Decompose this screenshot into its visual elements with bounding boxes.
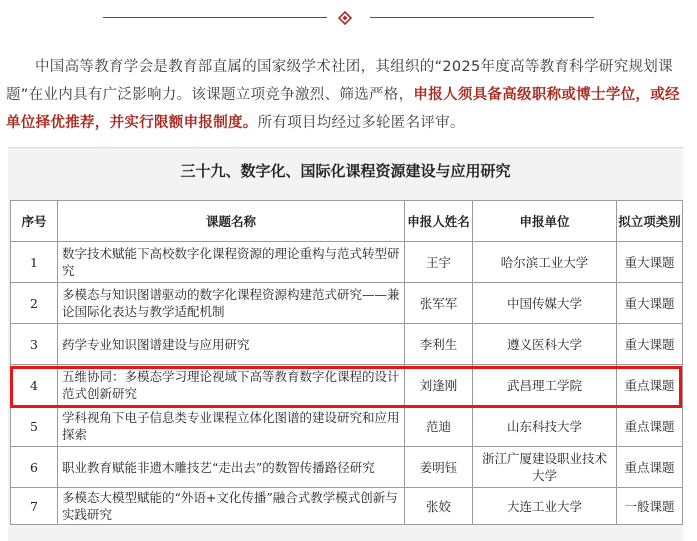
header-name: 课题名称	[58, 201, 405, 242]
table-row	[11, 324, 683, 365]
table-row	[11, 406, 683, 447]
cell-index: 2	[11, 283, 58, 324]
cell-category: 重大课题	[617, 324, 683, 365]
cell-applicant: 姜明钰	[405, 447, 473, 488]
table-title: 三十九、数字化、国际化课程资源建设与应用研究	[180, 162, 511, 180]
cell-applicant: 张军军	[405, 283, 473, 324]
diamond-ornament-icon	[338, 11, 352, 25]
table-row	[11, 447, 683, 488]
cell-unit: 大连工业大学	[473, 488, 617, 525]
cell-name: 药学专业知识图谱建设与应用研究	[58, 324, 405, 365]
cell-name: 多模态与知识图谱驱动的数字化课程资源构建范式研究——兼论国际化表达与教学适配机制	[58, 283, 405, 324]
cell-index: 7	[11, 488, 58, 525]
table-row	[11, 488, 683, 525]
cell-category: 重点课题	[617, 406, 683, 447]
cell-category: 重点课题	[617, 365, 683, 406]
table-row	[11, 283, 683, 324]
divider-line-left	[103, 17, 327, 18]
cell-index: 1	[11, 242, 58, 283]
project-table	[10, 200, 683, 525]
cell-category: 一般课题	[617, 488, 683, 525]
cell-name: 多模态大模型赋能的“外语+文化传播”融合式教学模式创新与实践研究	[58, 488, 405, 525]
cell-unit: 哈尔滨工业大学	[473, 242, 617, 283]
cell-name: 职业教育赋能非遗木雕技艺“走出去”的数智传播路径研究	[58, 447, 405, 488]
header-unit: 申报单位	[473, 201, 617, 242]
header-index: 序号	[11, 201, 58, 242]
cell-index: 6	[11, 447, 58, 488]
cell-unit: 遵义医科大学	[473, 324, 617, 365]
intro-text-1: 中国高等教育学会是教育部直属的国家级学术社团，其组织的“2025年度高等教育科学研究规划课题”在业内具有广泛影响力。该课题立项竞争激烈、筛选严格，	[6, 58, 673, 103]
intro-paragraph	[6, 53, 690, 137]
cell-applicant: 刘逢刚	[405, 365, 473, 406]
cell-unit: 武昌理工学院	[473, 365, 617, 406]
cell-applicant: 王宇	[405, 242, 473, 283]
cell-unit: 中国传媒大学	[473, 283, 617, 324]
cell-name: 学科视角下电子信息类专业课程立体化图谱的建设研究和应用探索	[58, 406, 405, 447]
table-row-highlighted	[11, 365, 683, 406]
cell-applicant: 李利生	[405, 324, 473, 365]
cell-index: 4	[11, 365, 58, 406]
cell-name: 数字技术赋能下高校数字化课程资源的理论重构与范式转型研究	[58, 242, 405, 283]
table-row	[11, 242, 683, 283]
cell-name: 五维协同：多模态学习理论视域下高等教育数字化课程的设计范式创新研究	[58, 365, 405, 406]
table-header-row	[11, 201, 683, 242]
cell-category: 重点课题	[617, 447, 683, 488]
cell-index: 3	[11, 324, 58, 365]
header-category: 拟立项类别	[617, 201, 683, 242]
cell-index: 5	[11, 406, 58, 447]
intro-highlight: 申报人须具备高级职称或博士学位，或经单位择优推荐，并实行限额申报制度。	[6, 86, 680, 131]
header-applicant: 申报人姓名	[405, 201, 473, 242]
intro-text-2: 所有项目均经过多轮匿名评审。	[257, 114, 465, 131]
divider-line-right	[370, 17, 594, 18]
cell-unit: 浙江广厦建设职业技术大学	[473, 447, 617, 488]
cell-applicant: 张姣	[405, 488, 473, 525]
cell-category: 重大课题	[617, 242, 683, 283]
cell-category: 重大课题	[617, 283, 683, 324]
section-divider	[0, 12, 697, 24]
cell-unit: 山东科技大学	[473, 406, 617, 447]
cell-applicant: 范迪	[405, 406, 473, 447]
